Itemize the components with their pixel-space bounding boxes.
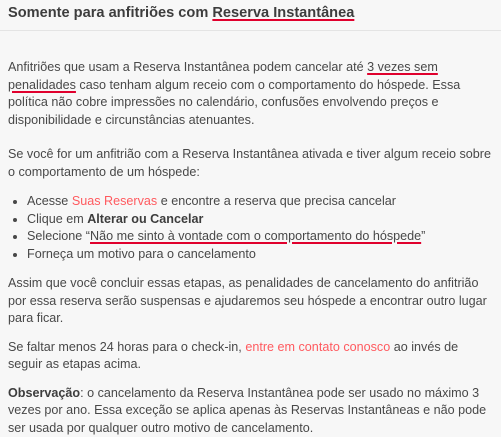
step-1 (27, 193, 493, 211)
step-2-bold: Alterar ou Cancelar (87, 212, 203, 226)
your-reservations-link[interactable]: Suas Reservas (72, 194, 157, 208)
article-title (8, 0, 493, 30)
step-2 (27, 211, 493, 229)
step-3 (27, 228, 493, 246)
step-2-before: Clique em (27, 212, 87, 226)
step-1-after: e encontre a reserva que precisa cancelar (157, 194, 396, 208)
step-4: • Forneça um motivo para o cancelamento (27, 246, 493, 264)
step-3-highlight: Não me sinto à vontade com o comportamento do hóspede (90, 229, 421, 243)
intro-after: caso tenham algum receio com o comportamento do hóspede. Essa política não cobre impressões no calendário, confusões envolvendo preços e disponibilidade e circunstâncias atenuantes. (8, 78, 460, 127)
intro-before: Anfitriões que usam a Reserva Instantânea podem cancelar até (8, 60, 367, 74)
title-highlight: Reserva Instantânea (212, 5, 354, 21)
after-steps-paragraph: Assim que você concluir essas etapas, as penalidades de cancelamento do anfitrião por essa reserva serão suspensas e ajudaremos seu hóspede a encontrar outro lugar para ficar. (8, 275, 493, 328)
title-divider (0, 30, 501, 31)
contact-after: ao invés de seguir as etapas acima. (8, 340, 458, 372)
steps-intro: Se você for um anfitrião com a Reserva Instantânea ativada e tiver algum receio sobre o comportamento de um hóspede: (8, 146, 493, 181)
note-paragraph (8, 385, 493, 437)
step-1-before: Acesse (27, 194, 72, 208)
step-3-before: Selecione “ (27, 229, 90, 243)
note-label: Observação (8, 386, 80, 400)
step-3-after: ” (421, 229, 425, 243)
contact-before: Se faltar menos 24 horas para o check-in, (8, 340, 245, 354)
note-text: : o cancelamento da Reserva Instantânea pode ser usado no máximo 3 vezes por ano. Essa exceção se aplica apenas às Reservas Instantâneas e não pode ser usada por qualquer outro motivo de cancelamento. (8, 386, 486, 435)
title-prefix: Somente para anfitriões com (8, 5, 212, 21)
contact-paragraph (8, 339, 493, 374)
intro-paragraph (8, 59, 493, 129)
steps-list (8, 193, 493, 263)
intro-highlight: 3 vezes sem penalidades (8, 60, 438, 92)
contact-us-link[interactable]: entre em contato conosco (245, 340, 390, 354)
